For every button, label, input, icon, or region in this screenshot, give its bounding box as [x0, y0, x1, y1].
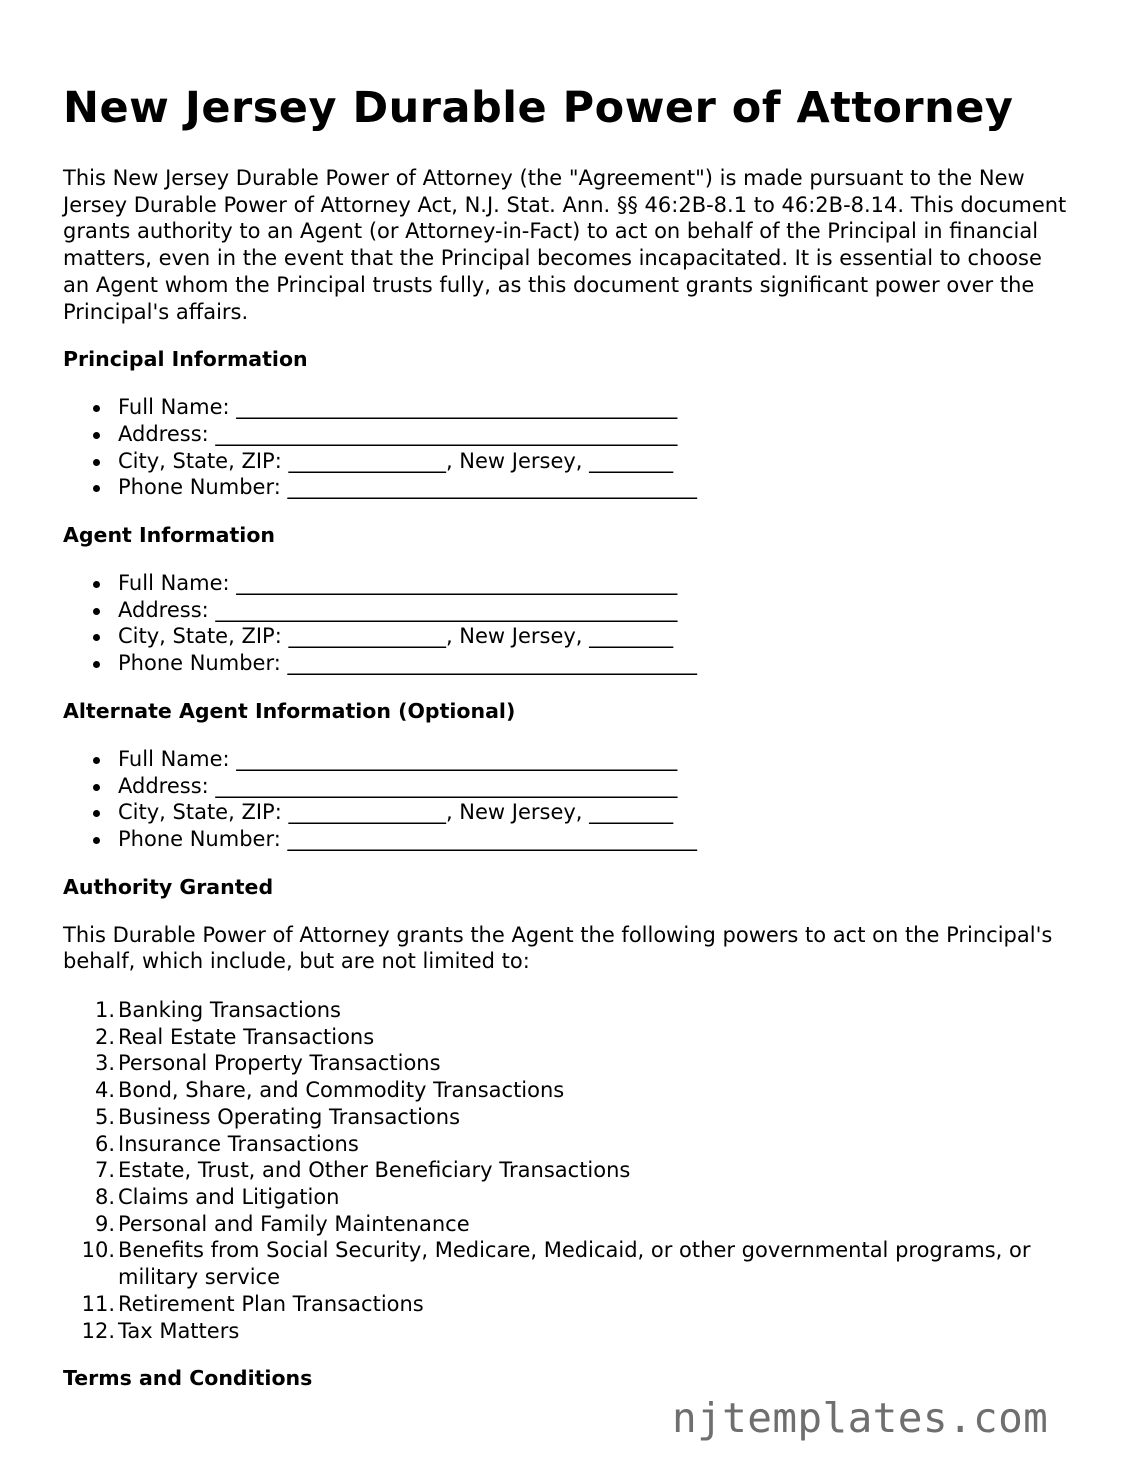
alternate-agent-field-list [63, 746, 1073, 853]
power-item: 1. Banking Transactions [94, 998, 341, 1023]
agent-heading: Agent Information [63, 523, 276, 548]
principal-field-list [63, 394, 1073, 501]
page-title: New Jersey Durable Power of Attorney [63, 83, 1014, 133]
alternate-agent-heading: Alternate Agent Information (Optional) [63, 698, 516, 723]
authority-paragraph: This Durable Power of Attorney grants the Agent the following powers to act on the Principal's behalf, which include, but are not limited to: [63, 922, 1053, 974]
power-item: 4. Bond, Share, and Commodity Transactions [94, 1078, 565, 1103]
principal-heading: Principal Information [63, 347, 308, 372]
power-item: 11. Retirement Plan Transactions [81, 1291, 424, 1316]
bullet-icon [93, 837, 100, 844]
bullet-icon [93, 661, 100, 668]
terms-heading: Terms and Conditions [63, 1366, 313, 1391]
alternate-agent-city-state-zip-field: City, State, ZIP: _______________, New Jersey, ________ [63, 799, 1073, 826]
agent-field-list [63, 570, 1073, 677]
power-item: 9. Personal and Family Maintenance [94, 1211, 470, 1236]
alternate-agent-full-name-field: Full Name: __________________________________________ [63, 746, 1073, 773]
authority-heading: Authority Granted [63, 874, 274, 899]
agent-phone-field: Phone Number: _______________________________________ [63, 650, 1073, 677]
principal-city-state-zip-field: City, State, ZIP: _______________, New Jersey, ________ [63, 448, 1073, 475]
bullet-icon [93, 608, 100, 615]
power-item: 6. Insurance Transactions [94, 1131, 359, 1156]
power-item: 3. Personal Property Transactions [94, 1051, 441, 1076]
power-item: 2. Real Estate Transactions [94, 1024, 375, 1049]
bullet-icon [93, 634, 100, 641]
document-page [63, 80, 1073, 1391]
bullet-icon [93, 405, 100, 412]
agent-full-name-field: Full Name: __________________________________________ [63, 570, 1073, 597]
agent-address-field: Address: ____________________________________________ [63, 597, 1073, 624]
agent-city-state-zip-field: City, State, ZIP: _______________, New Jersey, ________ [63, 623, 1073, 650]
power-item: 12. Tax Matters [81, 1318, 240, 1343]
power-item: 5. Business Operating Transactions [94, 1104, 461, 1129]
bullet-icon [93, 485, 100, 492]
power-item: 10. Benefits from Social Security, Medicare, Medicaid, or other governmental programs, or military service [81, 1238, 1031, 1290]
bullet-icon [93, 784, 100, 791]
powers-list [63, 997, 1073, 1344]
bullet-icon [93, 432, 100, 439]
watermark: njtemplates.com [672, 1394, 1049, 1442]
bullet-icon [93, 581, 100, 588]
alternate-agent-phone-field: Phone Number: _______________________________________ [63, 826, 1073, 853]
power-item: 8. Claims and Litigation [94, 1184, 340, 1209]
intro-paragraph: This New Jersey Durable Power of Attorney (the "Agreement") is made pursuant to the New Jersey Durable Power of Attorney Act, N.J. Stat. Ann. §§ 46:2B-8.1 to 46:2B-8.14. This document grants authority to an Agent (or Attorney-in-Fact) to act on behalf of the Principal in financial matters, even in the event that the Principal becomes incapacitated. It is essential to choose an Agent whom the Principal trusts fully, as this document grants significant power over the Principal's affairs. [63, 166, 1067, 324]
principal-phone-field: Phone Number: _______________________________________ [63, 474, 1073, 501]
principal-address-field: Address: ____________________________________________ [63, 421, 1073, 448]
power-item: 7. Estate, Trust, and Other Beneficiary Transactions [94, 1158, 631, 1183]
bullet-icon [93, 757, 100, 764]
bullet-icon [93, 810, 100, 817]
bullet-icon [93, 459, 100, 466]
alternate-agent-address-field: Address: ____________________________________________ [63, 773, 1073, 800]
principal-full-name-field: Full Name: __________________________________________ [63, 394, 1073, 421]
